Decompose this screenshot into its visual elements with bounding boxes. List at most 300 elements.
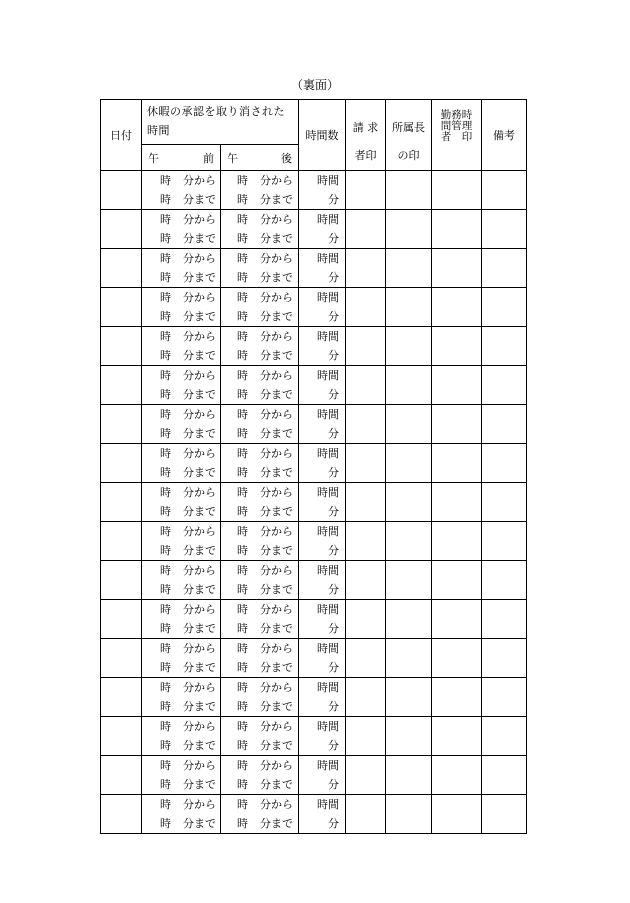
hour-count-cell[interactable] [299,522,346,561]
chief-seal-cell[interactable] [386,210,432,249]
am-from-minute-label: 分から [183,408,216,421]
am-until-minute-label: 分まで [183,622,216,635]
pm-time-cell[interactable] [221,522,299,561]
remarks-cell[interactable] [482,366,527,405]
pm-time-cell[interactable] [221,327,299,366]
minutes-label: 分 [328,700,339,713]
chief-seal-cell[interactable] [386,678,432,717]
pm-until-minute-label: 分まで [260,427,293,440]
pm-until-hour-label: 時 [237,583,248,596]
chief-seal-cell[interactable] [386,405,432,444]
requester-seal-cell[interactable] [346,327,386,366]
date-cell[interactable] [101,717,142,756]
am-until-minute-label: 分まで [183,661,216,674]
remarks-cell[interactable] [482,522,527,561]
requester-seal-cell[interactable] [346,444,386,483]
minutes-label: 分 [328,271,339,284]
am-from-minute-label: 分から [183,213,216,226]
requester-seal-cell[interactable] [346,639,386,678]
am-time-cell[interactable] [142,327,221,366]
am-time-cell[interactable] [142,756,221,795]
am-from-minute-label: 分から [183,681,216,694]
chief-seal-cell[interactable] [386,639,432,678]
pm-from-hour-label: 時 [237,759,248,772]
minutes-label: 分 [328,310,339,323]
am-until-minute-label: 分まで [183,700,216,713]
hour-count-cell[interactable] [299,639,346,678]
pm-until-hour-label: 時 [237,193,248,206]
pm-until-hour-label: 時 [237,310,248,323]
hours-label: 時間 [317,369,339,382]
header-requester-line1: 請 求 [352,121,379,134]
pm-time-cell[interactable] [221,639,299,678]
am-time-cell[interactable] [142,288,221,327]
hour-count-cell[interactable] [299,678,346,717]
header-manager-line1: 勤務時 [440,109,473,121]
am-until-hour-label: 時 [160,193,171,206]
header-hour-count: 時間数 [299,100,346,171]
hours-label: 時間 [317,642,339,655]
hour-count-cell[interactable] [299,405,346,444]
date-cell[interactable] [101,249,142,288]
pm-until-hour-label: 時 [237,700,248,713]
manager-seal-cell[interactable] [432,405,482,444]
requester-seal-cell[interactable] [346,210,386,249]
minutes-label: 分 [328,544,339,557]
am-until-minute-label: 分まで [183,271,216,284]
header-manager-line3: 者 印 [440,131,473,143]
minutes-label: 分 [328,505,339,518]
minutes-label: 分 [328,466,339,479]
am-from-minute-label: 分から [183,525,216,538]
am-until-minute-label: 分まで [183,505,216,518]
hour-count-cell[interactable] [299,483,346,522]
am-time-cell[interactable] [142,522,221,561]
pm-time-cell[interactable] [221,717,299,756]
am-from-minute-label: 分から [183,447,216,460]
chief-seal-cell[interactable] [386,600,432,639]
hours-label: 時間 [317,759,339,772]
remarks-cell[interactable] [482,756,527,795]
pm-from-hour-label: 時 [237,408,248,421]
hours-label: 時間 [317,252,339,265]
am-from-hour-label: 時 [160,447,171,460]
date-cell[interactable] [101,405,142,444]
pm-until-hour-label: 時 [237,622,248,635]
pm-time-cell[interactable] [221,561,299,600]
table-row [101,639,527,678]
am-until-hour-label: 時 [160,466,171,479]
requester-seal-cell[interactable] [346,249,386,288]
header-chief-line1: 所属長 [392,121,425,134]
manager-seal-cell[interactable] [432,210,482,249]
requester-seal-cell[interactable] [346,288,386,327]
pm-time-cell[interactable] [221,288,299,327]
am-from-hour-label: 時 [160,330,171,343]
table-row [101,522,527,561]
pm-until-minute-label: 分まで [260,778,293,791]
chief-seal-cell[interactable] [386,171,432,210]
manager-seal-cell[interactable] [432,717,482,756]
requester-seal-cell[interactable] [346,717,386,756]
am-until-hour-label: 時 [160,739,171,752]
date-cell[interactable] [101,522,142,561]
am-until-minute-label: 分まで [183,739,216,752]
requester-seal-cell[interactable] [346,756,386,795]
pm-time-cell[interactable] [221,405,299,444]
am-until-minute-label: 分まで [183,544,216,557]
pm-time-cell[interactable] [221,483,299,522]
table-row [101,600,527,639]
pm-from-hour-label: 時 [237,642,248,655]
pm-from-minute-label: 分から [260,486,293,499]
am-until-hour-label: 時 [160,778,171,791]
pm-until-hour-label: 時 [237,388,248,401]
am-from-hour-label: 時 [160,213,171,226]
am-time-cell[interactable] [142,483,221,522]
pm-until-hour-label: 時 [237,544,248,557]
am-from-minute-label: 分から [183,642,216,655]
manager-seal-cell[interactable] [432,444,482,483]
chief-seal-cell[interactable] [386,366,432,405]
requester-seal-cell[interactable] [346,171,386,210]
minutes-label: 分 [328,817,339,830]
remarks-cell[interactable] [482,639,527,678]
table-body [101,171,527,834]
header-am-part1: 午 [148,151,159,165]
manager-seal-cell[interactable] [432,366,482,405]
hours-label: 時間 [317,291,339,304]
am-from-hour-label: 時 [160,798,171,811]
pm-time-cell[interactable] [221,210,299,249]
pm-from-minute-label: 分から [260,447,293,460]
pm-until-minute-label: 分まで [260,661,293,674]
pm-from-hour-label: 時 [237,369,248,382]
am-until-hour-label: 時 [160,388,171,401]
manager-seal-cell[interactable] [432,795,482,834]
requester-seal-cell[interactable] [346,795,386,834]
table-row [101,717,527,756]
table-row [101,795,527,834]
pm-from-hour-label: 時 [237,564,248,577]
am-until-hour-label: 時 [160,427,171,440]
pm-from-minute-label: 分から [260,564,293,577]
pm-from-minute-label: 分から [260,330,293,343]
requester-seal-cell[interactable] [346,678,386,717]
remarks-cell[interactable] [482,678,527,717]
date-cell[interactable] [101,327,142,366]
pm-from-hour-label: 時 [237,330,248,343]
remarks-cell[interactable] [482,327,527,366]
am-until-minute-label: 分まで [183,817,216,830]
manager-seal-cell[interactable] [432,288,482,327]
am-time-cell[interactable] [142,600,221,639]
table-row [101,405,527,444]
pm-time-cell[interactable] [221,678,299,717]
pm-until-minute-label: 分まで [260,544,293,557]
pm-time-cell[interactable] [221,600,299,639]
header-pm-part1: 午 [227,151,238,165]
hours-label: 時間 [317,408,339,421]
am-until-minute-label: 分まで [183,310,216,323]
date-cell[interactable] [101,600,142,639]
date-cell[interactable] [101,795,142,834]
date-cell[interactable] [101,561,142,600]
page-title: （裏面） [290,78,339,92]
hour-count-cell[interactable] [299,717,346,756]
pm-until-minute-label: 分まで [260,388,293,401]
pm-until-minute-label: 分まで [260,271,293,284]
header-chief-line2: の印 [397,149,420,162]
manager-seal-cell[interactable] [432,327,482,366]
am-time-cell[interactable] [142,171,221,210]
pm-time-cell[interactable] [221,795,299,834]
minutes-label: 分 [328,232,339,245]
requester-seal-cell[interactable] [346,366,386,405]
am-time-cell[interactable] [142,405,221,444]
am-from-minute-label: 分から [183,486,216,499]
header-am [142,145,221,171]
pm-until-minute-label: 分まで [260,817,293,830]
am-from-hour-label: 時 [160,681,171,694]
hours-label: 時間 [317,174,339,187]
requester-seal-cell[interactable] [346,405,386,444]
minutes-label: 分 [328,739,339,752]
remarks-cell[interactable] [482,444,527,483]
date-cell[interactable] [101,444,142,483]
remarks-cell[interactable] [482,483,527,522]
remarks-cell[interactable] [482,405,527,444]
am-until-hour-label: 時 [160,661,171,674]
pm-time-cell[interactable] [221,249,299,288]
pm-from-minute-label: 分から [260,720,293,733]
am-from-hour-label: 時 [160,525,171,538]
remarks-cell[interactable] [482,795,527,834]
date-cell[interactable] [101,483,142,522]
am-from-minute-label: 分から [183,720,216,733]
pm-from-minute-label: 分から [260,291,293,304]
remarks-cell[interactable] [482,561,527,600]
chief-seal-cell[interactable] [386,249,432,288]
hour-count-cell[interactable] [299,171,346,210]
pm-from-hour-label: 時 [237,174,248,187]
remarks-cell[interactable] [482,171,527,210]
am-until-minute-label: 分まで [183,583,216,596]
hours-label: 時間 [317,525,339,538]
am-from-minute-label: 分から [183,174,216,187]
am-from-hour-label: 時 [160,252,171,265]
am-from-hour-label: 時 [160,486,171,499]
pm-time-cell[interactable] [221,171,299,210]
manager-seal-cell[interactable] [432,678,482,717]
header-manager-line2: 間管理 [440,120,473,132]
chief-seal-cell[interactable] [386,483,432,522]
table-row [101,756,527,795]
remarks-cell[interactable] [482,210,527,249]
table-row [101,210,527,249]
manager-seal-cell[interactable] [432,561,482,600]
date-cell[interactable] [101,366,142,405]
am-from-hour-label: 時 [160,603,171,616]
chief-seal-cell[interactable] [386,717,432,756]
am-until-hour-label: 時 [160,583,171,596]
minutes-label: 分 [328,193,339,206]
hour-count-cell[interactable] [299,210,346,249]
table-row [101,483,527,522]
hour-count-cell[interactable] [299,795,346,834]
date-cell[interactable] [101,288,142,327]
pm-until-minute-label: 分まで [260,310,293,323]
am-time-cell[interactable] [142,444,221,483]
am-time-cell[interactable] [142,678,221,717]
am-time-cell[interactable] [142,639,221,678]
requester-seal-cell[interactable] [346,483,386,522]
pm-until-hour-label: 時 [237,271,248,284]
date-cell[interactable] [101,756,142,795]
am-until-hour-label: 時 [160,349,171,362]
manager-seal-cell[interactable] [432,600,482,639]
manager-seal-cell[interactable] [432,171,482,210]
hours-label: 時間 [317,603,339,616]
am-until-hour-label: 時 [160,817,171,830]
chief-seal-cell[interactable] [386,288,432,327]
pm-until-minute-label: 分まで [260,739,293,752]
remarks-cell[interactable] [482,249,527,288]
pm-from-minute-label: 分から [260,759,293,772]
pm-until-minute-label: 分まで [260,700,293,713]
chief-seal-cell[interactable] [386,561,432,600]
pm-time-cell[interactable] [221,756,299,795]
hour-count-cell[interactable] [299,600,346,639]
manager-seal-cell[interactable] [432,522,482,561]
minutes-label: 分 [328,349,339,362]
pm-from-minute-label: 分から [260,525,293,538]
am-until-hour-label: 時 [160,505,171,518]
am-until-hour-label: 時 [160,310,171,323]
pm-until-minute-label: 分まで [260,622,293,635]
am-until-hour-label: 時 [160,700,171,713]
manager-seal-cell[interactable] [432,639,482,678]
header-pm [221,145,299,171]
hour-count-cell[interactable] [299,249,346,288]
pm-until-hour-label: 時 [237,661,248,674]
date-cell[interactable] [101,639,142,678]
pm-until-hour-label: 時 [237,505,248,518]
table-row [101,561,527,600]
pm-from-hour-label: 時 [237,486,248,499]
manager-seal-cell[interactable] [432,249,482,288]
pm-time-cell[interactable] [221,366,299,405]
chief-seal-cell[interactable] [386,795,432,834]
pm-until-minute-label: 分まで [260,349,293,362]
requester-seal-cell[interactable] [346,600,386,639]
date-cell[interactable] [101,678,142,717]
pm-time-cell[interactable] [221,444,299,483]
header-cancelled-leave-hours: 休暇の承認を取り消された時間 [142,100,299,145]
pm-from-minute-label: 分から [260,681,293,694]
am-time-cell[interactable] [142,717,221,756]
pm-from-minute-label: 分から [260,213,293,226]
remarks-cell[interactable] [482,288,527,327]
table-row [101,327,527,366]
chief-seal-cell[interactable] [386,444,432,483]
hours-label: 時間 [317,330,339,343]
am-from-minute-label: 分から [183,603,216,616]
pm-from-minute-label: 分から [260,798,293,811]
am-time-cell[interactable] [142,210,221,249]
pm-until-minute-label: 分まで [260,193,293,206]
hour-count-cell[interactable] [299,288,346,327]
pm-until-hour-label: 時 [237,427,248,440]
header-requester-seal [346,100,386,171]
header-pm-part2: 後 [281,151,292,165]
pm-until-minute-label: 分まで [260,505,293,518]
pm-from-hour-label: 時 [237,252,248,265]
hour-count-cell[interactable] [299,366,346,405]
am-from-minute-label: 分から [183,759,216,772]
date-cell[interactable] [101,210,142,249]
am-until-hour-label: 時 [160,232,171,245]
hour-count-cell[interactable] [299,561,346,600]
am-time-cell[interactable] [142,561,221,600]
pm-from-hour-label: 時 [237,798,248,811]
hour-count-cell[interactable] [299,444,346,483]
am-from-hour-label: 時 [160,408,171,421]
pm-until-minute-label: 分まで [260,466,293,479]
minutes-label: 分 [328,778,339,791]
hour-count-cell[interactable] [299,327,346,366]
am-from-hour-label: 時 [160,759,171,772]
hour-count-cell[interactable] [299,756,346,795]
table-row [101,288,527,327]
pm-from-hour-label: 時 [237,681,248,694]
hours-label: 時間 [317,564,339,577]
table-row [101,171,527,210]
am-until-hour-label: 時 [160,544,171,557]
remarks-cell[interactable] [482,717,527,756]
am-from-hour-label: 時 [160,564,171,577]
pm-from-minute-label: 分から [260,369,293,382]
date-cell[interactable] [101,171,142,210]
am-from-minute-label: 分から [183,291,216,304]
am-until-minute-label: 分まで [183,193,216,206]
am-from-minute-label: 分から [183,369,216,382]
am-time-cell[interactable] [142,249,221,288]
am-time-cell[interactable] [142,366,221,405]
chief-seal-cell[interactable] [386,522,432,561]
minutes-label: 分 [328,583,339,596]
chief-seal-cell[interactable] [386,327,432,366]
am-time-cell[interactable] [142,795,221,834]
remarks-cell[interactable] [482,600,527,639]
requester-seal-cell[interactable] [346,522,386,561]
minutes-label: 分 [328,427,339,440]
manager-seal-cell[interactable] [432,483,482,522]
table-row [101,249,527,288]
header-date: 日付 [101,100,142,171]
manager-seal-cell[interactable] [432,756,482,795]
chief-seal-cell[interactable] [386,756,432,795]
table-row [101,366,527,405]
leave-cancellation-table [100,99,527,834]
hours-label: 時間 [317,213,339,226]
requester-seal-cell[interactable] [346,561,386,600]
pm-until-hour-label: 時 [237,817,248,830]
header-requester-line2: 者印 [354,149,377,162]
pm-from-hour-label: 時 [237,720,248,733]
pm-until-hour-label: 時 [237,739,248,752]
header-remarks: 備考 [482,100,527,171]
